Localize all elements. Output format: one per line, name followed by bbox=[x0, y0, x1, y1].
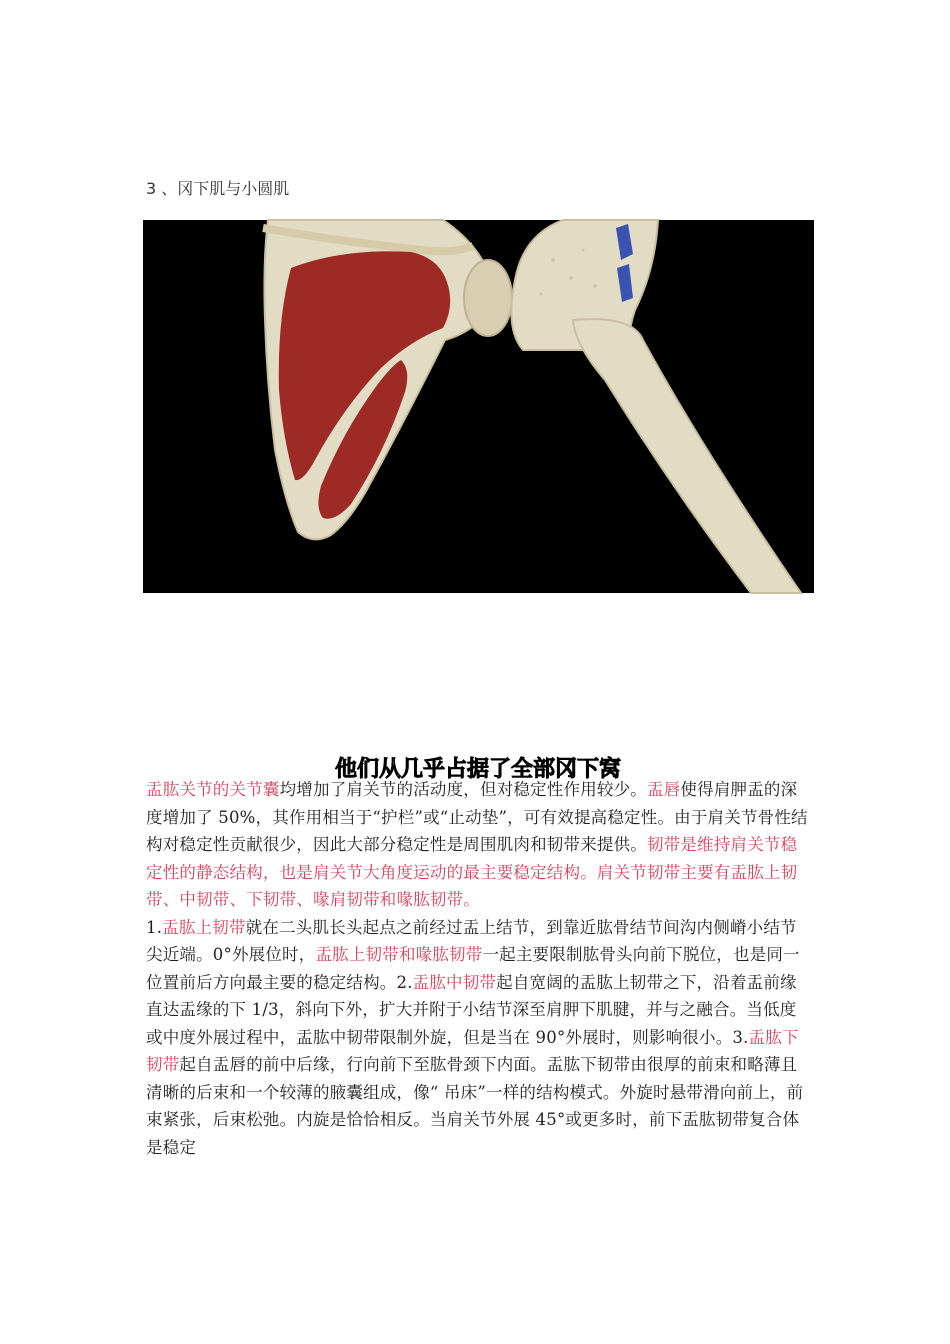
highlight-sentence: 韧带是维持肩关节稳定性的静态结构，也是肩关节大角度运动的最主要稳定结构。肩关节韧带主要有盂肱上韧带、中韧带、下韧带、喙肩韧带和喙肱韧带。 bbox=[146, 835, 798, 909]
text-run: 一起主要限制肱骨头向前下脱位，也是同一位置前后方向最主要的稳定结构。2. bbox=[146, 945, 800, 992]
highlight-term: 盂肱上韧带和喙肱韧带 bbox=[315, 945, 483, 964]
anatomy-figure bbox=[143, 220, 814, 782]
glenoid bbox=[464, 260, 512, 336]
highlight-term: 盂肱下韧带 bbox=[146, 1027, 799, 1074]
text-run: 起自宽阔的盂肱上韧带之下，沿着盂前缘直达盂缘的下 1/3，斜向下外，扩大并附于小结节深至肩胛下肌腱，并与之融合。当低度或中度外展过程中，盂肱中韧带限制外旋，但是当在 90°外展时，则影响很小。3. bbox=[146, 972, 797, 1047]
text-run: 使得肩胛盂的深度增加了 50%，其作用相当于“护栏”或“止动垫”，可有效提高稳定性。由于肩关节骨性结构对稳定性贡献很少，因此大部分稳定性是周围肌肉和韧带来提供。 bbox=[146, 780, 808, 854]
text-run: 1. bbox=[146, 917, 163, 937]
highlight-term: 盂肱上韧带 bbox=[162, 917, 246, 937]
body-text bbox=[146, 776, 810, 1161]
paragraph-1 bbox=[146, 776, 810, 914]
paragraph-2 bbox=[146, 914, 810, 1162]
subtitle-text: 他们从几乎占据了全部冈下窝 bbox=[334, 757, 622, 782]
highlight-term: 盂肱中韧带 bbox=[412, 972, 497, 992]
shoulder-illustration bbox=[143, 220, 814, 593]
text-run: 均增加了肩关节的活动度，但对稳定性作用较少。 bbox=[279, 780, 648, 799]
text-run: 就在二头肌长头起点之前经过盂上结节，到靠近肱骨结节间沟内侧嵴小结节尖近端。0°外展位时， bbox=[146, 917, 797, 964]
highlight-term: 盂唇 bbox=[647, 780, 681, 799]
section-heading: 3 、冈下肌与小圆肌 bbox=[146, 179, 290, 198]
highlight-term: 盂肱关节的关节囊 bbox=[146, 780, 280, 799]
text-run: 起自盂唇的前中后缘，行向前下至肱骨颈下内面。盂肱下韧带由很厚的前束和略薄且清晰的后束和一个较薄的腋囊组成，像“ 吊床”一样的结构模式。外旋时悬带滑向前上，前束紧张，后束松弛。内旋是恰恰相反。当肩关节外展 45°或更多时，前下盂肱韧带复合体是稳定 bbox=[146, 1055, 804, 1157]
